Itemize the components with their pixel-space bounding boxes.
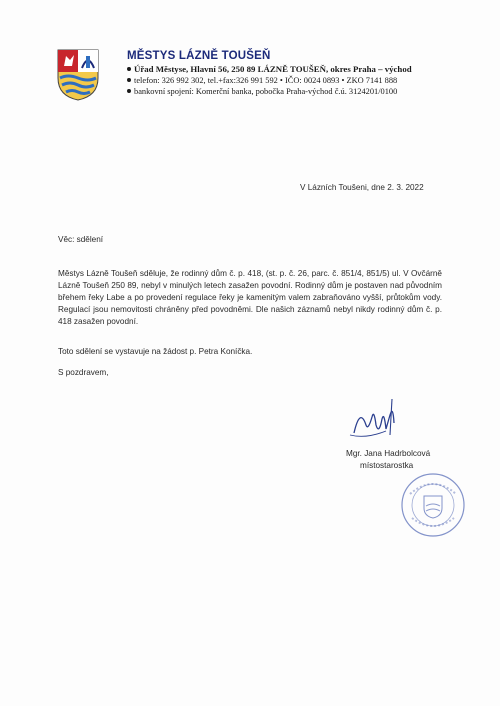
letterhead <box>127 50 412 97</box>
handwritten-signature <box>346 395 406 443</box>
bank-line-text: bankovní spojení: Komerční banka, pobočka Praha-východ č.ú. 3124201/0100 <box>134 87 398 96</box>
letterhead-contact-line <box>127 75 412 86</box>
coat-of-arms-emblem <box>56 48 100 102</box>
letterhead-bank-line <box>127 86 412 97</box>
bullet-icon <box>127 89 131 93</box>
letter-body <box>58 268 442 328</box>
bullet-icon <box>127 67 131 71</box>
body-paragraph: Městys Lázně Toušeň sděluje, že rodinný dům č. p. 418, (st. p. č. 26, parc. č. 851/4, 851/5) ul. V Ovčárně Lázně Toušeň 250 89, nebyl v minulých letech zasažen povodní. Rodinný dům je postaven nad původním břehem řeky Labe a po provedení regulace řeky je kamenitým valem zabraňováno vyšší, průtokům vody. Regulací jsou nemovitosti chráněny před povodněmi. Dle našich záznamů nebyl nikdy rodinný dům č. p. 418 zasažen povodní. <box>58 269 442 326</box>
place-date: V Lázních Toušeni, dne 2. 3. 2022 <box>300 183 424 192</box>
signer-name: Mgr. Jana Hadrbolcová <box>346 449 431 458</box>
signer-role: místostarostka <box>360 461 414 470</box>
request-note: Toto sdělení se vystavuje na žádost p. Petra Koníčka. <box>58 347 253 356</box>
letterhead-title: MĚSTYS LÁZNĚ TOUŠEŇ <box>127 50 271 62</box>
subject-line: Věc: sdělení <box>58 235 104 244</box>
official-stamp <box>400 472 466 538</box>
greeting: S pozdravem, <box>58 368 109 377</box>
letterhead-office-line <box>127 64 412 75</box>
office-line-text: Úřad Městyse, Hlavní 56, 250 89 LÁZNĚ TOUŠEŇ, okres Praha – východ <box>134 64 412 74</box>
bullet-icon <box>127 78 131 82</box>
contact-line-text: telefon: 326 992 302, tel.+fax:326 991 592 • IČO: 0024 0893 • ZKO 7141 888 <box>134 76 398 85</box>
